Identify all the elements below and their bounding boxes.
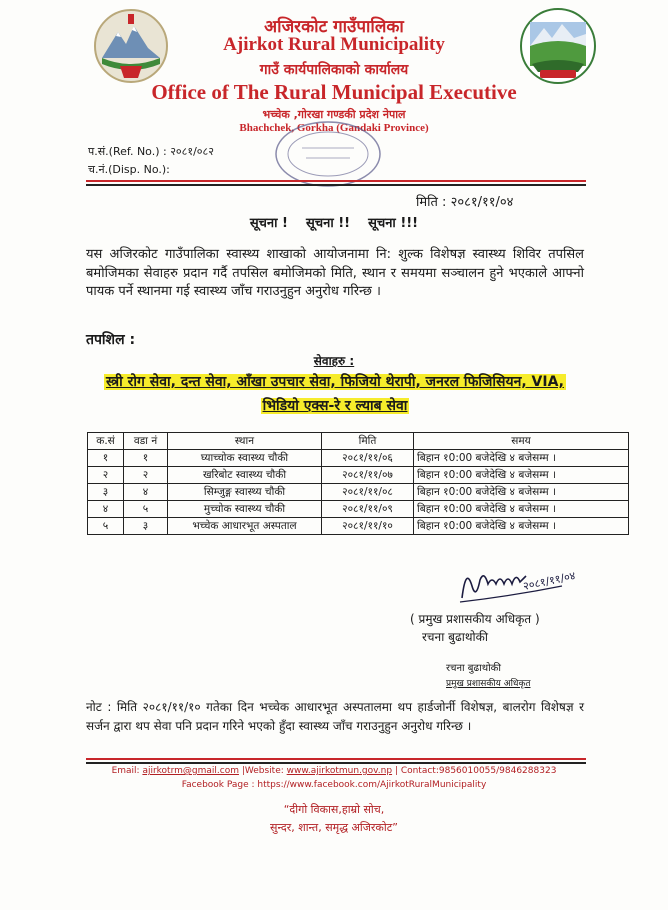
footer-contact-line <box>0 766 668 776</box>
letter-date: मिति : २०८१/११/०४ <box>416 195 514 210</box>
signer-title: ( प्रमुख प्रशासकीय अधिकृत ) <box>410 612 540 626</box>
cell-place: खरिबोट स्वास्थ्य चौकी <box>168 467 322 484</box>
cell-sn: ४ <box>88 501 124 518</box>
services-label: सेवाहरु : <box>313 354 355 368</box>
website-label: |Website: <box>238 766 287 776</box>
schedule-table <box>87 432 629 535</box>
email-label: Email: <box>111 766 143 776</box>
address-np: भच्चेक ,गोरखा गण्डकी प्रदेश नेपाल <box>262 108 406 121</box>
cell-ward: ५ <box>124 501 168 518</box>
col-header-sn: क.सं <box>88 433 124 450</box>
cell-time: बिहान १0:00 बजेदेखि ४ बजेसम्म । <box>414 518 629 535</box>
cell-place: घ्याच्चोक स्वास्थ्य चौकी <box>168 450 322 467</box>
cell-time: बिहान १0:00 बजेदेखि ४ बजेसम्म । <box>414 501 629 518</box>
cell-ward: १ <box>124 450 168 467</box>
col-header-ward: वडा नं <box>124 433 168 450</box>
cell-time: बिहान १0:00 बजेदेखि ४ बजेसम्म । <box>414 484 629 501</box>
cell-date: २०८१/११/०८ <box>322 484 414 501</box>
col-header-date: मिति <box>322 433 414 450</box>
slogan-line-2: सुन्दर, शान्त, समृद्ध अजिरकोट” <box>270 821 398 834</box>
cell-date: २०८१/११/०९ <box>322 501 414 518</box>
cell-time: बिहान १0:00 बजेदेखि ४ बजेसम्म । <box>414 450 629 467</box>
contact-numbers: | Contact:9856010055/9846288323 <box>392 766 557 776</box>
cell-date: २०८१/११/१० <box>322 518 414 535</box>
body-paragraph: यस अजिरकोट गाउँपालिका स्वास्थ्य शाखाको आयोजनामा नि: शुल्क विशेषज्ञ स्वास्थ्य शिविर तपसिल बमोजिमका सेवाहरु प्रदान गर्दै तपसिल बमोजिमको मिति, स्थान र समयमा सञ्चालन हुने भएकाले आफ्नो पायक पर्ने स्थानमा गई स्वास्थ्य जाँच गराउनुहुन अनुरोध गरिन्छ । <box>86 247 584 299</box>
cell-time: बिहान १0:00 बजेदेखि ४ बजेसम्म । <box>414 467 629 484</box>
col-header-time: समय <box>414 433 629 450</box>
address-en: Bhachchek, Gorkha (Gandaki Province) <box>239 122 429 134</box>
services-list <box>86 370 584 418</box>
header-rule-red <box>86 180 586 182</box>
municipality-name-np: अजिरकोट गाउँपालिका <box>264 17 404 37</box>
cell-sn: ५ <box>88 518 124 535</box>
table-row <box>88 518 629 535</box>
cell-place: मुच्चोक स्वास्थ्य चौकी <box>168 501 322 518</box>
cell-place: भच्चेक आधारभूत अस्पताल <box>168 518 322 535</box>
signer-name: रचना बुढाथोकी <box>422 630 488 644</box>
col-header-place: स्थान <box>168 433 322 450</box>
table-row <box>88 467 629 484</box>
cell-date: २०८१/११/०७ <box>322 467 414 484</box>
cell-ward: ३ <box>124 518 168 535</box>
table-header-row <box>88 433 629 450</box>
cell-sn: २ <box>88 467 124 484</box>
footer-rule-red <box>86 758 586 760</box>
office-name-np: गाउँ कार्यपालिकाको कार्यालय <box>259 62 409 78</box>
website-link[interactable]: www.ajirkotmun.gov.np <box>286 766 393 776</box>
email-link[interactable]: ajirkotrm@gmail.com <box>142 766 239 776</box>
cell-place: सिम्जुङ्ग स्वास्थ्य चौकी <box>168 484 322 501</box>
seal-title: प्रमुख प्रशासकीय अधिकृत <box>446 679 531 689</box>
signature-date: २०८१/११/०४ <box>521 569 577 593</box>
handwritten-signature <box>452 556 588 612</box>
cell-ward: २ <box>124 467 168 484</box>
table-row <box>88 450 629 467</box>
municipality-name-en: Ajirkot Rural Municipality <box>223 34 445 55</box>
notice-heading: सूचना ! सूचना !! सूचना !!! <box>249 216 419 231</box>
services-highlight: स्त्री रोग सेवा, दन्त सेवा, आँखा उपचार सेवा, फिजियो थेरापी, जनरल फिजिसियन, VIA, भिडियो एक्स-रे र ल्याब सेवा <box>105 374 565 414</box>
dispatch-number: च.नं.(Disp. No.): <box>88 163 170 176</box>
cell-date: २०८१/११/०६ <box>322 450 414 467</box>
table-row <box>88 484 629 501</box>
cell-ward: ४ <box>124 484 168 501</box>
office-name-en: Office of The Rural Municipal Executive <box>151 80 517 104</box>
facebook-link[interactable]: Facebook Page : https://www.facebook.com/AjirkotRuralMunicipality <box>181 780 487 790</box>
note-paragraph: नोट : मिति २०८१/११/१० गतेका दिन भच्चेक आधारभूत अस्पतालमा थप हार्डजोर्नी विशेषज्ञ, बालरोग विशेषज्ञ र सर्जन द्वारा थप सेवा पनि प्रदान गरिने भएकाे हुँदा स्वास्थ्य जाँच गराउनुहुन अनुरोध गरिन्छ । <box>86 700 584 733</box>
slogan-line-1: “दीगो विकास,हाम्रो सोच, <box>283 803 385 816</box>
reference-number: प.सं.(Ref. No.) : २०८१/०८२ <box>88 145 214 158</box>
details-label: तपशिल : <box>86 332 136 348</box>
footer-rule-black <box>86 762 586 764</box>
header-rule-black <box>86 184 586 186</box>
seal-name: रचना बुढाथोकी <box>446 663 501 674</box>
cell-sn: ३ <box>88 484 124 501</box>
table-row <box>88 501 629 518</box>
cell-sn: १ <box>88 450 124 467</box>
